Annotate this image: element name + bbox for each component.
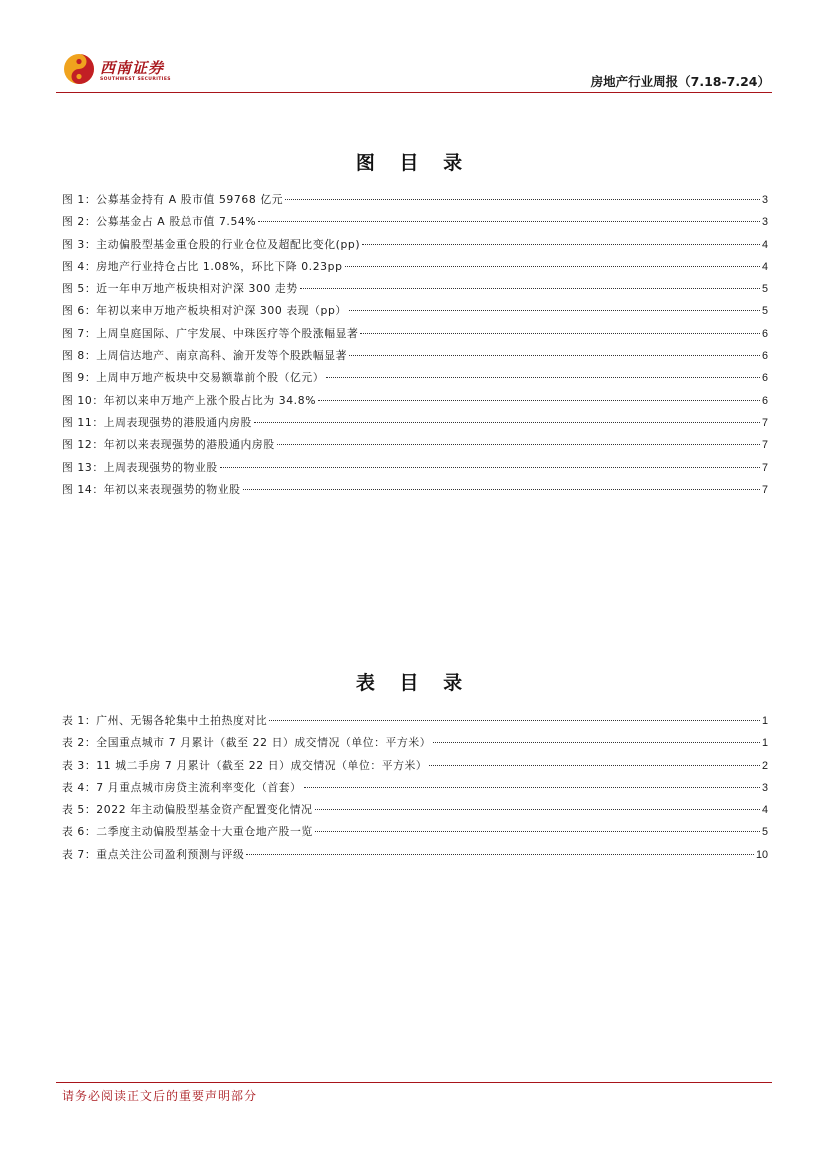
table-toc-entry[interactable] [62, 802, 768, 824]
figure-toc-page-number: 5 [761, 283, 768, 296]
table-toc-entry[interactable] [62, 758, 768, 780]
figure-toc-entry[interactable] [62, 214, 768, 236]
table-toc-label: 表 5：2022 年主动偏股型基金资产配置变化情况 [62, 803, 313, 817]
table-toc-label: 表 7：重点关注公司盈利预测与评级 [62, 847, 245, 861]
table-toc-page-number: 1 [761, 737, 768, 750]
table-toc-label: 表 2：全国重点城市 7 月累计（截至 22 日）成交情况（单位：平方米） [62, 736, 432, 750]
toc-leader-dots [243, 489, 760, 490]
figure-toc-page-number: 3 [761, 194, 768, 206]
figures-toc-list [62, 192, 768, 504]
figure-toc-label: 图 13：上周表现强势的物业股 [62, 460, 218, 474]
figure-toc-page-number: 6 [761, 372, 768, 385]
table-toc-entry[interactable] [62, 824, 768, 846]
figure-toc-page-number: 7 [761, 461, 768, 474]
toc-leader-dots [362, 244, 760, 245]
table-toc-page-number: 3 [761, 781, 768, 794]
header-divider [56, 92, 772, 93]
toc-leader-dots [429, 765, 760, 766]
toc-leader-dots [300, 288, 760, 289]
figure-toc-label: 图 10：年初以来申万地产上涨个股占比为 34.8% [62, 393, 317, 407]
toc-leader-dots [345, 266, 760, 267]
toc-leader-dots [304, 787, 760, 788]
figure-toc-label: 图 8：上周信达地产、南京高科、渝开发等个股跌幅显著 [62, 349, 348, 363]
figure-toc-entry[interactable] [62, 303, 768, 325]
toc-leader-dots [360, 333, 760, 334]
logo-text-cn: 西南证券 [100, 59, 165, 77]
toc-leader-dots [246, 854, 754, 855]
figure-toc-label: 图 7：上周皇庭国际、广宇发展、中珠医疗等个股涨幅显著 [62, 326, 359, 340]
toc-leader-dots [433, 742, 760, 743]
figures-toc-title: 图 目 录 [355, 152, 472, 174]
figure-toc-label: 图 11：上周表现强势的港股通内房股 [62, 415, 252, 429]
figure-toc-label: 图 3：主动偏股型基金重仓股的行业仓位及超配比变化(pp) [62, 237, 361, 251]
figure-toc-entry[interactable] [62, 370, 768, 392]
table-toc-entry[interactable] [62, 847, 768, 869]
table-toc-label: 表 4：7 月重点城市房贷主流利率变化（首套） [62, 780, 302, 794]
toc-leader-dots [258, 221, 760, 222]
toc-leader-dots [254, 422, 760, 423]
figure-toc-entry[interactable] [62, 415, 768, 437]
toc-leader-dots [277, 444, 760, 445]
figure-toc-entry[interactable] [62, 237, 768, 259]
toc-leader-dots [269, 720, 760, 721]
figure-toc-label: 图 9：上周申万地产板块中交易额靠前个股（亿元） [62, 371, 325, 385]
figure-toc-label: 图 14：年初以来表现强势的物业股 [62, 482, 241, 496]
figure-toc-label: 图 6：年初以来申万地产板块相对沪深 300 表现（pp） [62, 304, 347, 318]
figure-toc-page-number: 7 [761, 416, 768, 429]
figure-toc-entry[interactable] [62, 281, 768, 303]
table-toc-page-number: 2 [761, 759, 768, 772]
figure-toc-page-number: 6 [761, 327, 768, 340]
toc-leader-dots [318, 400, 760, 401]
figure-toc-entry[interactable] [62, 192, 768, 214]
footer-divider [56, 1082, 772, 1083]
figure-toc-page-number: 6 [761, 350, 768, 363]
table-toc-page-number: 5 [761, 826, 768, 839]
figure-toc-label: 图 1：公募基金持有 A 股市值 59768 亿元 [62, 193, 284, 206]
figure-toc-entry[interactable] [62, 437, 768, 459]
page-header [56, 48, 772, 94]
toc-leader-dots [285, 199, 760, 200]
company-logo [62, 52, 182, 88]
figure-toc-entry[interactable] [62, 393, 768, 415]
figure-toc-entry[interactable] [62, 326, 768, 348]
figure-toc-entry[interactable] [62, 348, 768, 370]
figure-toc-page-number: 7 [761, 439, 768, 452]
figure-toc-page-number: 5 [761, 305, 768, 318]
table-toc-page-number: 10 [755, 848, 768, 861]
figure-toc-page-number: 4 [761, 260, 768, 273]
toc-leader-dots [349, 355, 760, 356]
figure-toc-page-number: 3 [761, 216, 768, 229]
table-toc-entry[interactable] [62, 713, 768, 735]
footer-disclaimer: 请务必阅读正文后的重要声明部分 [62, 1089, 258, 1103]
figure-toc-entry[interactable] [62, 482, 768, 504]
toc-leader-dots [315, 809, 760, 810]
toc-leader-dots [326, 377, 760, 378]
figure-toc-page-number: 4 [761, 238, 768, 251]
table-toc-page-number: 1 [761, 715, 768, 727]
figure-toc-label: 图 12：年初以来表现强势的港股通内房股 [62, 438, 275, 452]
figure-toc-page-number: 7 [761, 483, 768, 496]
table-toc-label: 表 6：二季度主动偏股型基金十大重仓地产股一览 [62, 825, 313, 839]
table-toc-page-number: 4 [761, 804, 768, 817]
figure-toc-entry[interactable] [62, 460, 768, 482]
figure-toc-label: 图 2：公募基金占 A 股总市值 7.54% [62, 215, 257, 229]
logo-text-en: SOUTHWEST SECURITIES [100, 77, 171, 82]
toc-leader-dots [315, 831, 760, 832]
tables-toc-title: 表 目 录 [355, 672, 472, 694]
table-toc-entry[interactable] [62, 780, 768, 802]
figure-toc-label: 图 4：房地产行业持仓占比 1.08%，环比下降 0.23pp [62, 259, 343, 273]
figure-toc-entry[interactable] [62, 259, 768, 281]
tables-toc-list [62, 713, 768, 869]
table-toc-entry[interactable] [62, 735, 768, 757]
table-toc-label: 表 1：广州、无锡各轮集中土拍热度对比 [62, 714, 268, 727]
toc-leader-dots [349, 310, 760, 311]
report-title: 房地产行业周报（7.18-7.24） [590, 74, 770, 89]
logo-emblem-icon [62, 52, 96, 86]
figure-toc-label: 图 5：近一年申万地产板块相对沪深 300 走势 [62, 282, 298, 296]
table-toc-label: 表 3：11 城二手房 7 月累计（截至 22 日）成交情况（单位：平方米） [62, 758, 428, 772]
figure-toc-page-number: 6 [761, 394, 768, 407]
toc-leader-dots [220, 467, 760, 468]
